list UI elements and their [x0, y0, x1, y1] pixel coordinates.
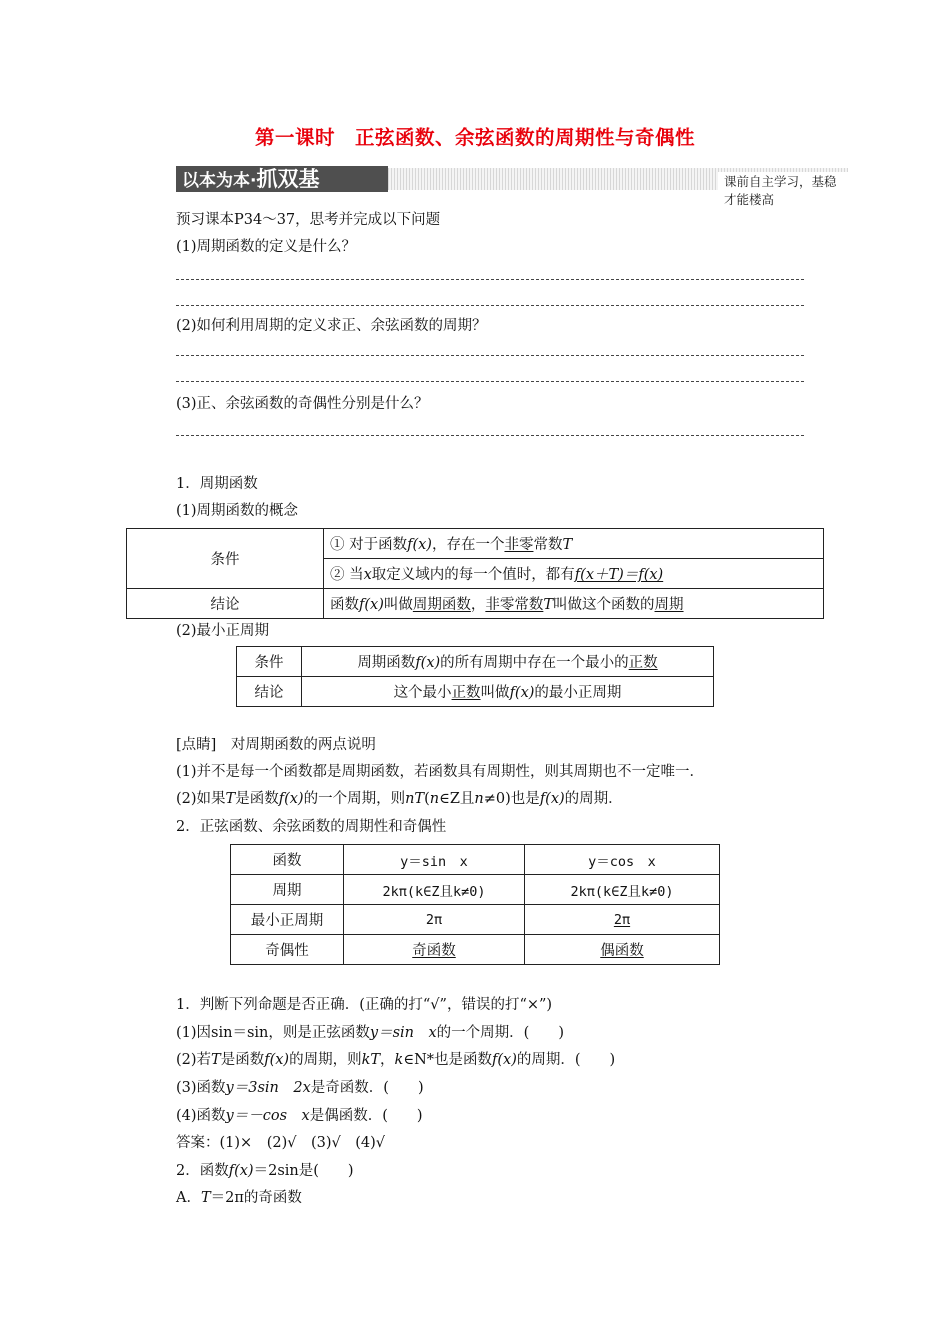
cell-concl: 这个最小正数叫做f(x)的最小正周期: [302, 677, 714, 707]
cell-conclusion: 结论: [237, 677, 302, 707]
cell-minperiod-label: 最小正周期: [231, 905, 344, 935]
banner-stripe: [388, 168, 848, 207]
cell-conclusion: 结论: [127, 589, 324, 619]
note-1: (1)并不是每一个函数都是周期函数，若函数具有周期性，则其周期也不一定唯一．: [176, 764, 705, 780]
preview-intro: 预习课本P34～37，思考并完成以下问题: [176, 212, 441, 228]
cell-cond: 周期函数f(x)的所有周期中存在一个最小的正数: [302, 647, 714, 677]
cell-head-sin: y＝sin x: [344, 845, 525, 875]
cell-condition: 条件: [127, 529, 324, 589]
cell-cond-1: ① 对于函数f(x)，存在一个非零常数T: [324, 529, 824, 559]
cell-cond-2: ② 当x取定义域内的每一个值时，都有f(x＋T)＝f(x): [324, 559, 824, 589]
exercise-1-item4: (4)函数y＝－cos x是偶函数．( ): [176, 1108, 423, 1124]
section2-heading: 2．正弦函数、余弦函数的周期性和奇偶性: [176, 819, 447, 835]
answer-line: [176, 305, 804, 306]
preview-q2: (2)如何利用周期的定义求正、余弦函数的周期？: [176, 318, 487, 334]
section1-sub2: (2)最小正周期: [176, 623, 270, 639]
exercise-2-option-a: A．T＝2π的奇函数: [176, 1190, 302, 1206]
trig-properties-table: [230, 844, 720, 965]
cell-parity-label: 奇偶性: [231, 935, 344, 965]
cell-period-sin: 2kπ(k∈Z且k≠0): [344, 875, 525, 905]
answer-line: [176, 279, 804, 280]
answer-line: [176, 435, 804, 436]
section1-heading: 1．周期函数: [176, 476, 258, 492]
cell-parity-sin: 奇函数: [344, 935, 525, 965]
min-period-table: [236, 646, 714, 707]
note-2: (2)如果T是函数f(x)的一个周期，则nT(n∈Z且n≠0)也是f(x)的周期．: [176, 791, 623, 807]
exercise-1-item3: (3)函数y＝3sin 2x是奇函数．( ): [176, 1080, 424, 1096]
preview-q1: (1)周期函数的定义是什么？: [176, 239, 357, 255]
cell-condition: 条件: [237, 647, 302, 677]
cell-period-label: 周期: [231, 875, 344, 905]
banner-label: 以本为本·抓双基: [176, 166, 388, 192]
cell-minperiod-cos: 2π: [525, 905, 720, 935]
cell-period-cos: 2kπ(k∈Z且k≠0): [525, 875, 720, 905]
page-title: 第一课时 正弦函数、余弦函数的周期性与奇偶性: [254, 126, 695, 149]
banner-subtitle: 课前自主学习，基稳才能楼高: [718, 172, 848, 208]
section-banner: [176, 166, 848, 207]
exercise-2: 2．函数f(x)＝2sin是( ): [176, 1163, 354, 1179]
section1-sub1: (1)周期函数的概念: [176, 503, 299, 519]
cell-head-func: 函数: [231, 845, 344, 875]
exercise-1-answer: 答案：(1)× (2)√ (3)√ (4)√: [176, 1135, 386, 1151]
exercise-1: 1．判断下列命题是否正确．(正确的打“√”，错误的打“×”): [176, 997, 553, 1013]
cell-minperiod-sin: 2π: [344, 905, 525, 935]
answer-line: [176, 355, 804, 356]
cell-concl-1: 函数f(x)叫做周期函数，非零常数T叫做这个函数的周期: [324, 589, 824, 619]
exercise-1-item2: (2)若T是函数f(x)的周期，则kT，k∈N*也是函数f(x)的周期．( ): [176, 1052, 616, 1068]
preview-q3: (3)正、余弦函数的奇偶性分别是什么？: [176, 396, 429, 412]
cell-head-cos: y＝cos x: [525, 845, 720, 875]
cell-parity-cos: 偶函数: [525, 935, 720, 965]
exercise-1-item1: (1)因sin＝sin，则是正弦函数y＝sin x的一个周期．( ): [176, 1025, 564, 1041]
note-heading: [点睛] 对周期函数的两点说明: [176, 737, 376, 753]
answer-line: [176, 381, 804, 382]
period-concept-table: [126, 528, 824, 619]
